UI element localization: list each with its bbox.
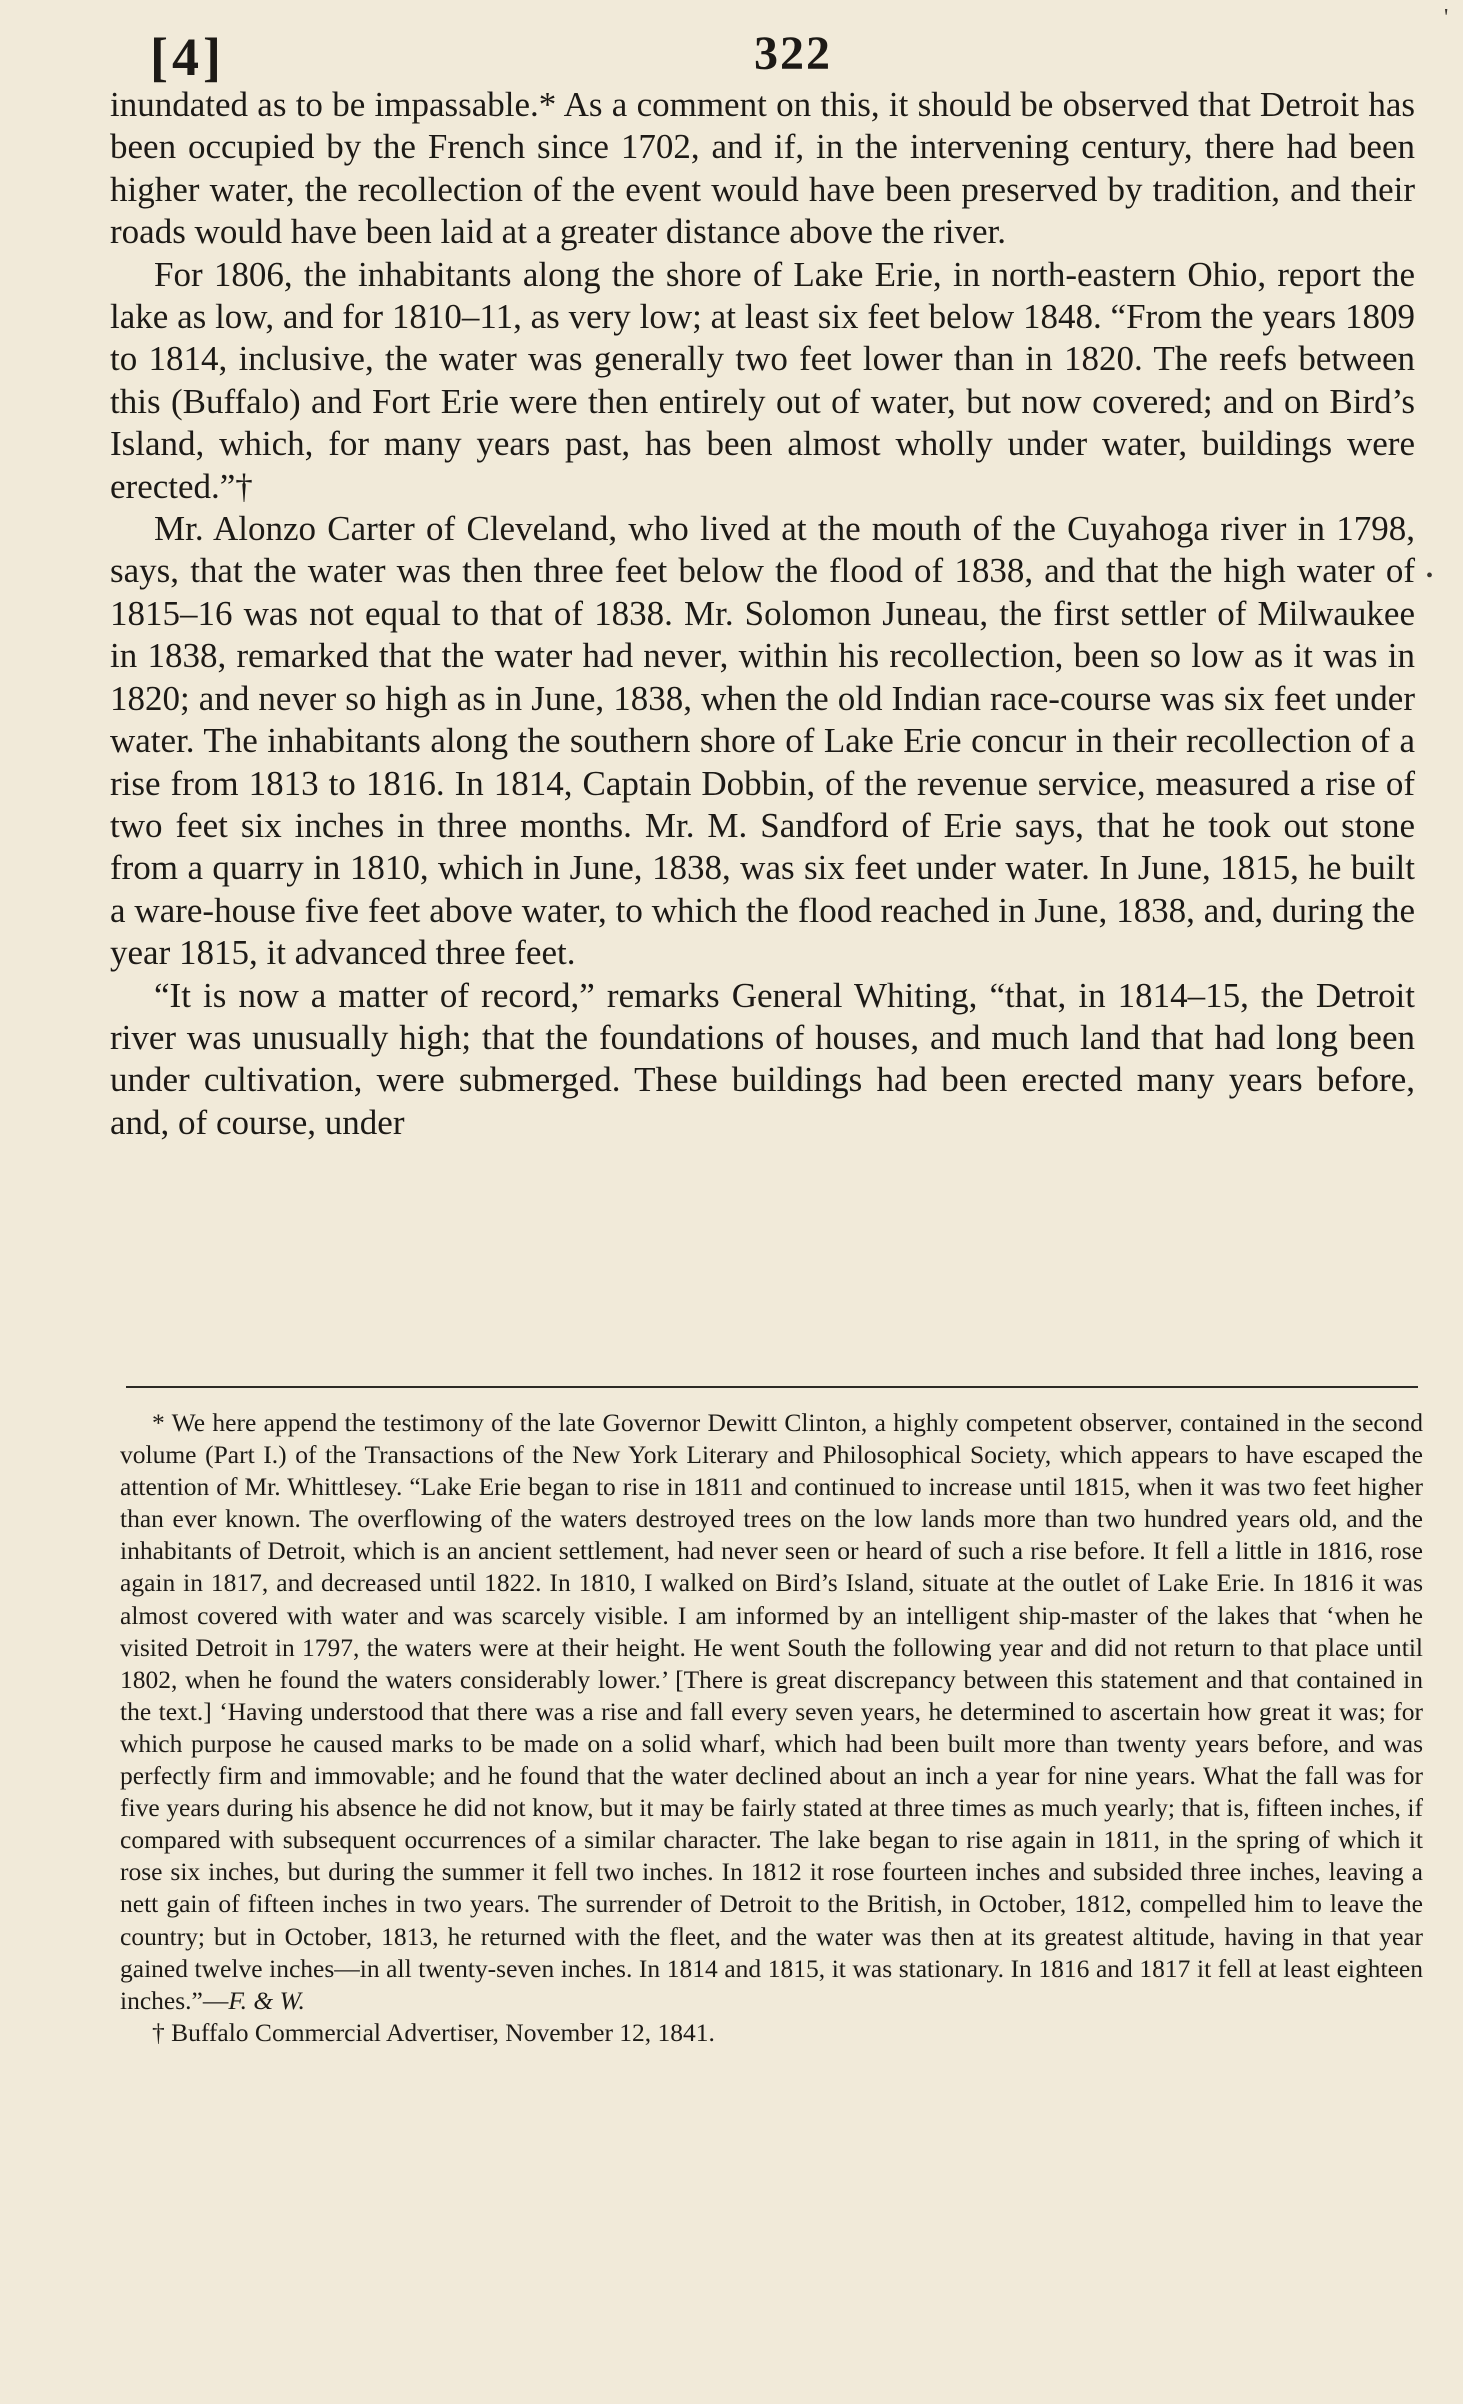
footnotes <box>120 1407 1423 2049</box>
paragraph-4: “It is now a matter of record,” remarks General Whiting, “that, in 1814–15, the Detroit river was unusually high; that the foundations of houses, and much land that had long been under cultivation, were submerged. These buildings had been erected many years before, and, of course, under <box>110 975 1415 1142</box>
main-text <box>110 84 1415 1144</box>
page-number: 322 <box>754 27 832 80</box>
footnote-star <box>120 1407 1423 2017</box>
corner-mark: ' <box>1444 5 1449 31</box>
footnote-star-signature: F. & W. <box>228 1985 305 2015</box>
paragraph-2: For 1806, the inhabitants along the shore of Lake Erie, in north-eastern Ohio, report the lake as low, and for 1810–11, as very low; at least six feet below 1848. “From the years 1809 to 1814, inclusive, the water was generally two feet lower than in 1820. The reefs between this (Buffalo) and Fort Erie were then entirely out of water, but now covered; and on Bird’s Island, which, for many years past, has been almost wholly under water, buildings were erected.”† <box>110 254 1415 506</box>
paragraph-3: Mr. Alonzo Carter of Cleveland, who lived at the mouth of the Cuyahoga river in 1798, says, that the water was then three feet below the flood of 1838, and that the high water of 1815–16 was not equal to that of 1838. Mr. Solomon Juneau, the first settler of Milwaukee in 1838, remarked that the water had never, within his recollection, been so low as it was in 1820; and never so high as in June, 1838, when the old Indian race-course was six feet under water. The inhabitants along the southern shore of Lake Erie concur in their recollection of a rise from 1813 to 1816. In 1814, Captain Dobbin, of the revenue service, measured a rise of two feet six inches in three months. Mr. M. Sandford of Erie says, that he took out stone from a quarry in 1810, which in June, 1838, was six feet under water. In June, 1815, he built a ware-house five feet above water, to which the flood reached in June, 1838, and, during the year 1815, it advanced three feet. <box>110 509 1415 973</box>
signature-mark: [4] <box>150 27 225 87</box>
footnote-divider <box>126 1386 1418 1388</box>
footnote-star-text: * We here append the testimony of the late Governor Dewitt Clinton, a highly competent observer, contained in the second volume (Part I.) of the Transactions of the New York Literary and Philosophical Society, which appears to have escaped the attention of Mr. Whittlesey. “Lake Erie began to rise in 1811 and continued to increase until 1815, when it was two feet higher than ever known. The overflowing of the waters destroyed trees on the low lands more than two hundred years old, and the inhabitants of Detroit, which is an ancient settlement, had never seen or heard of such a rise before. It fell a little in 1816, rose again in 1817, and decreased until 1822. In 1810, I walked on Bird’s Island, situate at the outlet of Lake Erie. In 1816 it was almost covered with water and was scarcely visible. I am informed by an intelligent ship-master of the lakes that ‘when he visited Detroit in 1797, the waters were at their height. He went South the following year and did not return to that place until 1802, when he found the waters considerably lower.’ [There is great discrepancy between this statement and that contained in the text.] ‘Having understood that there was a rise and fall every seven years, he determined to ascertain how great it was; for which purpose he caused marks to be made on a solid wharf, which had been built more than twenty years before, and was perfectly firm and immovable; and he found that the water declined about an inch a year for nine years. What the fall was for five years during his absence he did not know, but it may be fairly stated at three times as much yearly; that is, fifteen inches, if compared with subsequent occurrences of a similar character. The lake began to rise again in 1811, in the spring of which it rose six inches, but during the summer it fell two inches. In 1812 it rose fourteen inches and subsided three inches, leaving a nett gain of fifteen inches in two years. The surrender of Detroit to the British, in October, 1812, compelled him to leave the country; but in October, 1813, he returned with the fleet, and the water was then at its greatest altitude, having in that year gained twelve inches—in all twenty-seven inches. In 1814 and 1815, it was stationary. In 1816 and 1817 it fell at least eighteen inches.”— <box>120 1408 1423 2015</box>
paragraph-1: inundated as to be impassable.* As a comment on this, it should be observed that Detroit has been occupied by the French since 1702, and if, in the intervening century, there had been higher water, the recollection of the event would have been preserved by tradition, and their roads would have been laid at a greater distance above the river. <box>110 85 1415 252</box>
margin-mark: • <box>1426 565 1434 587</box>
footnote-dagger: † Buffalo Commercial Advertiser, November 12, 1841. <box>152 2017 715 2047</box>
